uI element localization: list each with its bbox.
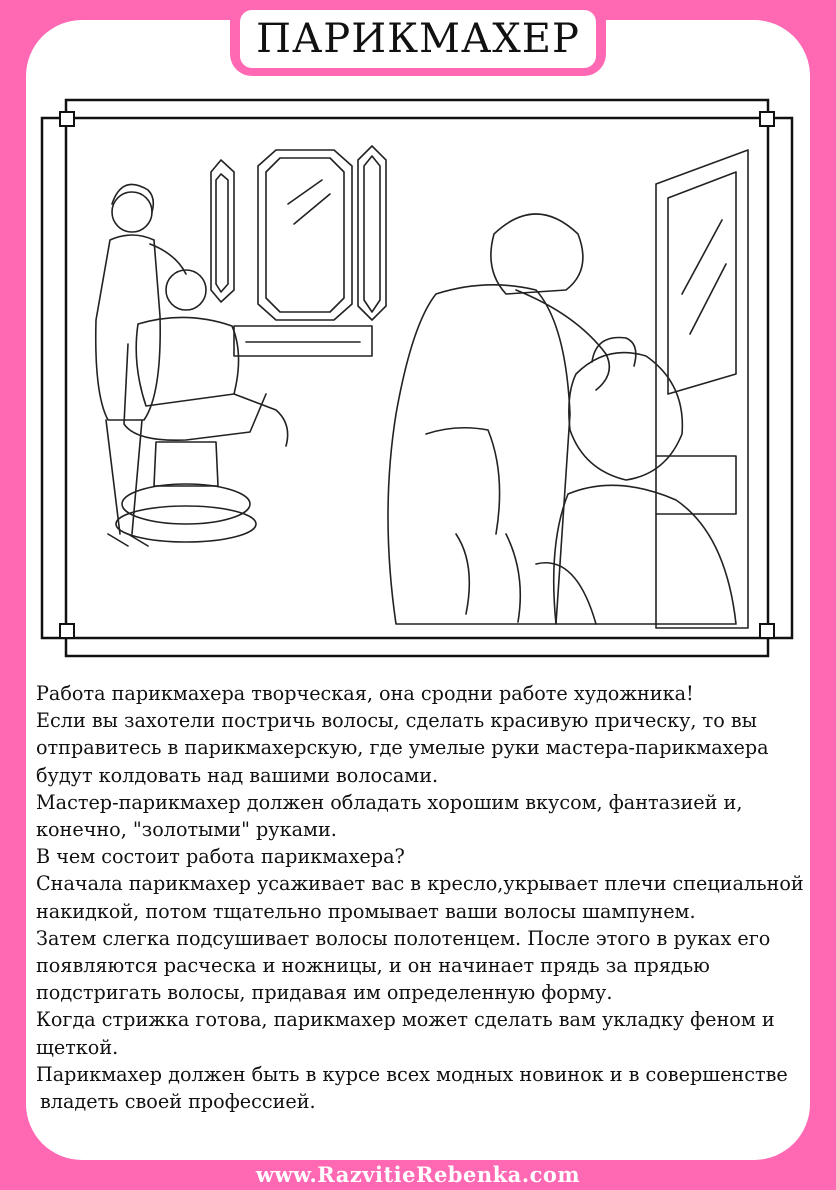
text-line: появляются расческа и ножницы, и он начинает прядь за прядью bbox=[36, 954, 710, 978]
text-line: Затем слегка подсушивает волосы полотенцем. После этого в руках его bbox=[36, 926, 771, 950]
frame-inner-line bbox=[42, 118, 792, 638]
footer bbox=[0, 1158, 836, 1190]
text-line: Когда стрижка готова, парикмахер может сделать вам укладку феном и bbox=[36, 1008, 775, 1032]
counter bbox=[234, 326, 372, 356]
frame-corner-br bbox=[760, 624, 774, 638]
page-title: ПАРИКМАХЕР bbox=[256, 16, 580, 62]
text-line: будут колдовать над вашими волосами. bbox=[36, 763, 439, 787]
mirror-right bbox=[358, 146, 386, 320]
text-line: Мастер-парикмахер должен обладать хорошим вкусом, фантазией и, bbox=[36, 790, 743, 814]
mirror-left bbox=[211, 160, 234, 302]
frame-outer-line bbox=[66, 100, 768, 656]
text-line: Работа парикмахера творческая, она сродни работе художника! bbox=[36, 682, 694, 705]
hairdresser-right-body bbox=[388, 285, 570, 624]
text-line: щеткой. bbox=[36, 1035, 119, 1059]
mirror-center bbox=[258, 150, 352, 320]
text-line: накидкой, потом тщательно промывает ваши волосы шампунем. bbox=[36, 899, 696, 923]
title-box bbox=[240, 10, 596, 68]
frame-corner-bl bbox=[60, 624, 74, 638]
footer-website-link[interactable]: www.RazvitieRebenka.com bbox=[255, 1161, 581, 1187]
text-line: конечно, "золотыми" руками. bbox=[36, 818, 337, 842]
wall-mirror bbox=[668, 172, 736, 394]
frame-corner-tl bbox=[60, 112, 74, 126]
text-line: Парикмахер должен быть в курсе всех модных новинок и в совершенстве bbox=[36, 1062, 788, 1086]
text-line: владеть своей профессией. bbox=[40, 1090, 316, 1114]
chair-base bbox=[122, 484, 250, 524]
text-line: подстригать волосы, придавая им определенную форму. bbox=[36, 981, 613, 1005]
hairdresser-left-head bbox=[112, 192, 152, 232]
text-line: Сначала парикмахер усаживает вас в кресло,укрывает плечи специальной bbox=[36, 872, 804, 896]
text-line: отправитесь в парикмахерскую, где умелые руки мастера-парикмахера bbox=[36, 736, 769, 760]
hairdresser-right-head bbox=[491, 214, 583, 294]
hairdresser-illustration bbox=[36, 94, 798, 664]
hairdresser-right-arm bbox=[516, 290, 609, 390]
client-left-cape bbox=[136, 317, 238, 406]
article-text bbox=[36, 680, 806, 1115]
frame-corner-tr bbox=[760, 112, 774, 126]
hairdresser-left-body bbox=[96, 235, 160, 420]
text-line: Если вы захотели постричь волосы, сделать красивую прическу, то вы bbox=[36, 709, 757, 733]
salon-chair-left bbox=[124, 344, 266, 440]
client-right-body bbox=[554, 485, 736, 624]
doorway bbox=[656, 150, 748, 628]
text-line: В чем состоит работа парикмахера? bbox=[36, 845, 405, 869]
illustration-frame bbox=[36, 94, 798, 664]
client-left-head bbox=[166, 270, 206, 310]
client-right-head bbox=[569, 353, 683, 480]
